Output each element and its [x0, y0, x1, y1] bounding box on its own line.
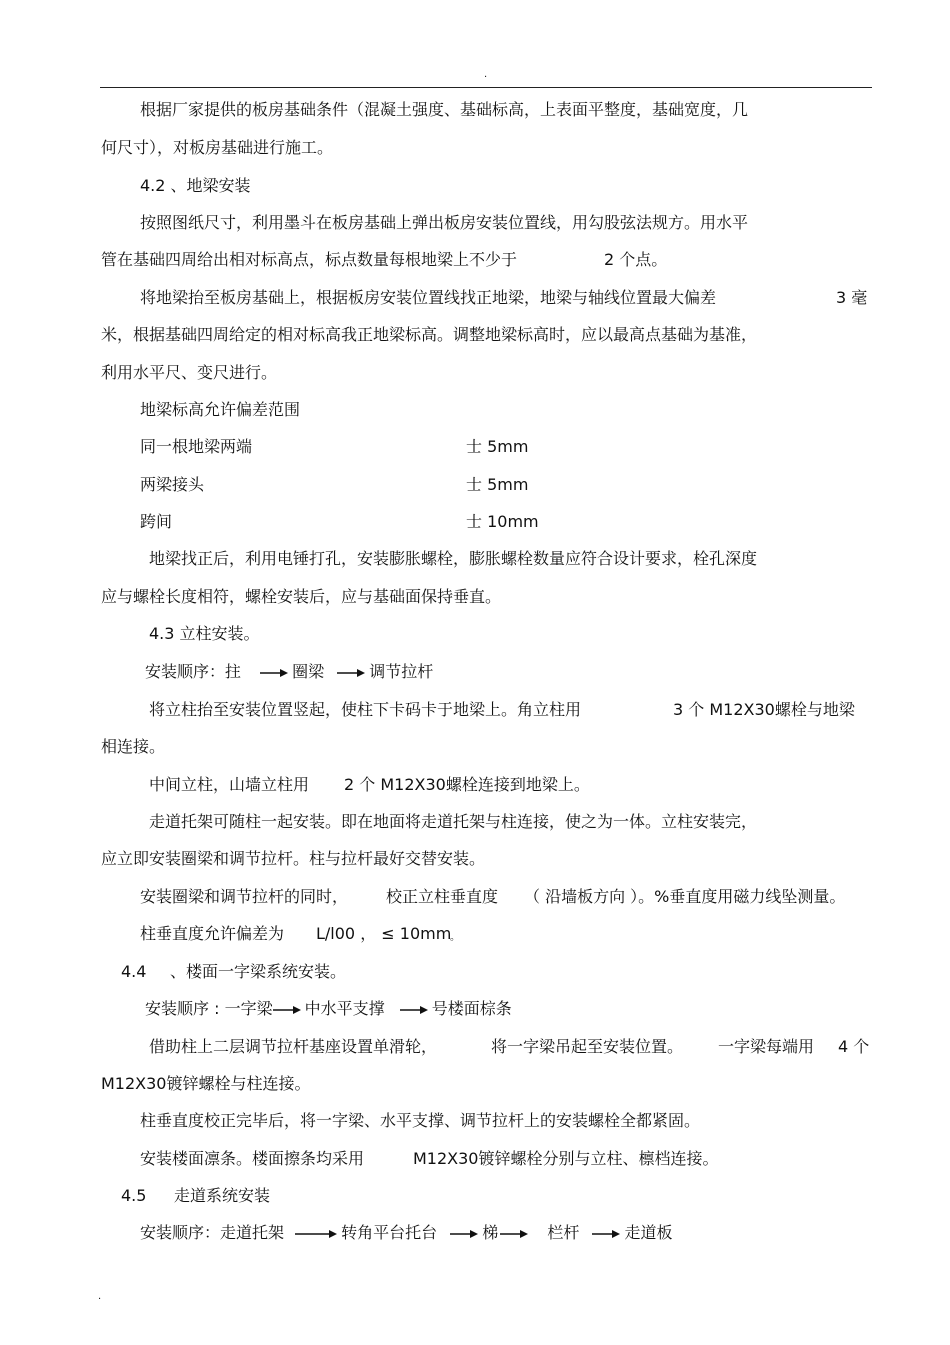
sequence-prefix: 安装顺序 : 一字梁: [145, 999, 273, 1018]
arrow-right-icon: [450, 1229, 478, 1239]
install-sequence-4-3: [145, 662, 433, 682]
tolerance-title: 地梁标高允许偏差范围: [140, 400, 301, 419]
paragraph-5-line-2: 相连接。: [101, 737, 166, 756]
paragraph-2-line-2: [101, 250, 517, 270]
install-sequence-4-4: [145, 999, 512, 1019]
paragraph-9-part-1: 柱垂直度允许偏差为: [140, 924, 285, 943]
paragraph-4-line-1: 地梁找正后，利用电锤打孔，安装膨胀螺栓，膨胀螺栓数量应符合设计要求，栓孔深度: [149, 549, 758, 568]
paragraph-10-part-1: 借助柱上二层调节拉杆基座设置单滑轮，: [149, 1037, 438, 1056]
sequence-step: 中水平支撑: [304, 999, 385, 1018]
paragraph-9-period: 。: [450, 932, 460, 943]
section-4-4-number: 4.4: [121, 962, 147, 981]
paragraph-12-part-1: 安装楼面凛条。楼面擦条均采用: [140, 1149, 365, 1168]
sequence-step: 号楼面棕条: [431, 999, 512, 1018]
sequence-prefix: 安装顺序：走道托架: [140, 1223, 285, 1242]
tolerance-value: 士 5mm: [466, 437, 529, 456]
paragraph-7-line-2: 应立即安装圈梁和调节拉杆。柱与拉杆最好交替安装。: [101, 849, 486, 868]
arrow-right-icon: [295, 1229, 337, 1239]
section-4-4-title: 、楼面一字梁系统安装。: [170, 962, 347, 981]
paragraph-7-line-1: 走道托架可随柱一起安装。即在地面将走道托架与柱连接，使之为一体。立柱安装完，: [149, 812, 758, 831]
install-sequence-4-5: [140, 1223, 672, 1243]
paragraph-3-line-2: 米，根据基础四周给定的相对标高我正地梁标高。调整地梁标高时，应以最高点基础为基准，: [101, 325, 758, 344]
paragraph-1-line-1: 根据厂家提供的板房基础条件（混凝土强度、基础标高，上表面平整度，基础宽度，几: [140, 100, 749, 119]
sequence-step: 转角平台托台: [341, 1223, 438, 1242]
arrow-right-icon: [500, 1229, 528, 1239]
paragraph-10-line-2: M12X30镀锌螺栓与柱连接。: [101, 1074, 311, 1093]
sequence-step: 栏杆: [547, 1223, 580, 1242]
paragraph-3-value: 3 毫: [836, 288, 868, 307]
paragraph-3-line-1: 将地梁抬至板房基础上，根据板房安装位置线找正地梁，地梁与轴线位置最大偏差: [140, 288, 717, 307]
tolerance-item: 同一根地梁两端: [140, 437, 253, 456]
paragraph-9-part-2: L/l00 ， ≤ 10mm: [316, 924, 452, 943]
paragraph-3-line-3: 利用水平尺、变尺进行。: [101, 363, 278, 382]
paragraph-5-value: 3 个 M12X30螺栓与地梁: [673, 700, 855, 719]
tolerance-value: 士 5mm: [466, 475, 529, 494]
arrow-right-icon: [337, 668, 365, 678]
paragraph-10-part-2: 将一字梁吊起至安装位置。: [491, 1037, 684, 1056]
paragraph-8-part-3: （ 沿墙板方向 ）。%垂直度用磁力线坠测量。: [524, 887, 846, 906]
paragraph-5-line-1: 将立柱抬至安装位置竖起，使柱下卡码卡于地梁上。角立柱用: [149, 700, 582, 719]
page-bottom-marker: .: [98, 1291, 102, 1302]
paragraph-6-line-1: 中间立柱，山墙立柱用: [149, 775, 310, 794]
arrow-right-icon: [592, 1229, 620, 1239]
arrow-right-icon: [400, 1005, 428, 1015]
paragraph-8-part-2: 校正立柱垂直度: [386, 887, 499, 906]
paragraph-11-line-1: 柱垂直度校正完毕后，将一字梁、水平支撑、调节拉杆上的安装螺栓全都紧固。: [140, 1111, 701, 1130]
paragraph-2-count: 2 个点。: [604, 250, 668, 269]
sequence-step: 走道板: [624, 1223, 673, 1242]
sequence-step: 梯: [482, 1223, 499, 1242]
tolerance-item: 两梁接头: [140, 475, 205, 494]
header-rule: [100, 87, 872, 88]
paragraph-2-line-1: 按照图纸尺寸，利用墨斗在板房基础上弹出板房安装位置线，用勾股弦法规方。用水平: [140, 213, 749, 232]
arrow-right-icon: [260, 668, 288, 678]
paragraph-2-line-2-text: 管在基础四周给出相对标高点，标点数量每根地梁上不少于: [101, 250, 518, 269]
tolerance-item: 跨间: [140, 512, 173, 531]
sequence-prefix: 安装顺序：拄: [145, 662, 242, 681]
paragraph-1-line-2: 何尺寸），对板房基础进行施工。: [101, 138, 334, 157]
sequence-step: 调节拉杆: [369, 662, 434, 681]
paragraph-4-line-2: 应与螺栓长度相符，螺栓安装后，应与基础面保持垂直。: [101, 587, 502, 606]
paragraph-8-part-1: 安装圈梁和调节拉杆的同时，: [140, 887, 349, 906]
section-4-2-heading: 4.2 、地梁安装: [140, 176, 251, 195]
paragraph-12-part-2: M12X30镀锌螺栓分别与立柱、檩档连接。: [413, 1149, 719, 1168]
paragraph-10-value: 4 个: [838, 1037, 870, 1056]
page-top-marker: .: [484, 69, 488, 80]
paragraph-10-part-3: 一字梁每端用: [718, 1037, 815, 1056]
section-4-5-title: 走道系统安装: [174, 1186, 271, 1205]
tolerance-value: 士 10mm: [466, 512, 539, 531]
section-4-3-heading: 4.3 立柱安装。: [149, 624, 260, 643]
arrow-right-icon: [273, 1005, 301, 1015]
paragraph-6-value: 2 个 M12X30螺栓连接到地梁上。: [344, 775, 590, 794]
section-4-5-number: 4.5: [121, 1186, 147, 1205]
sequence-step: 圈梁: [292, 662, 325, 681]
